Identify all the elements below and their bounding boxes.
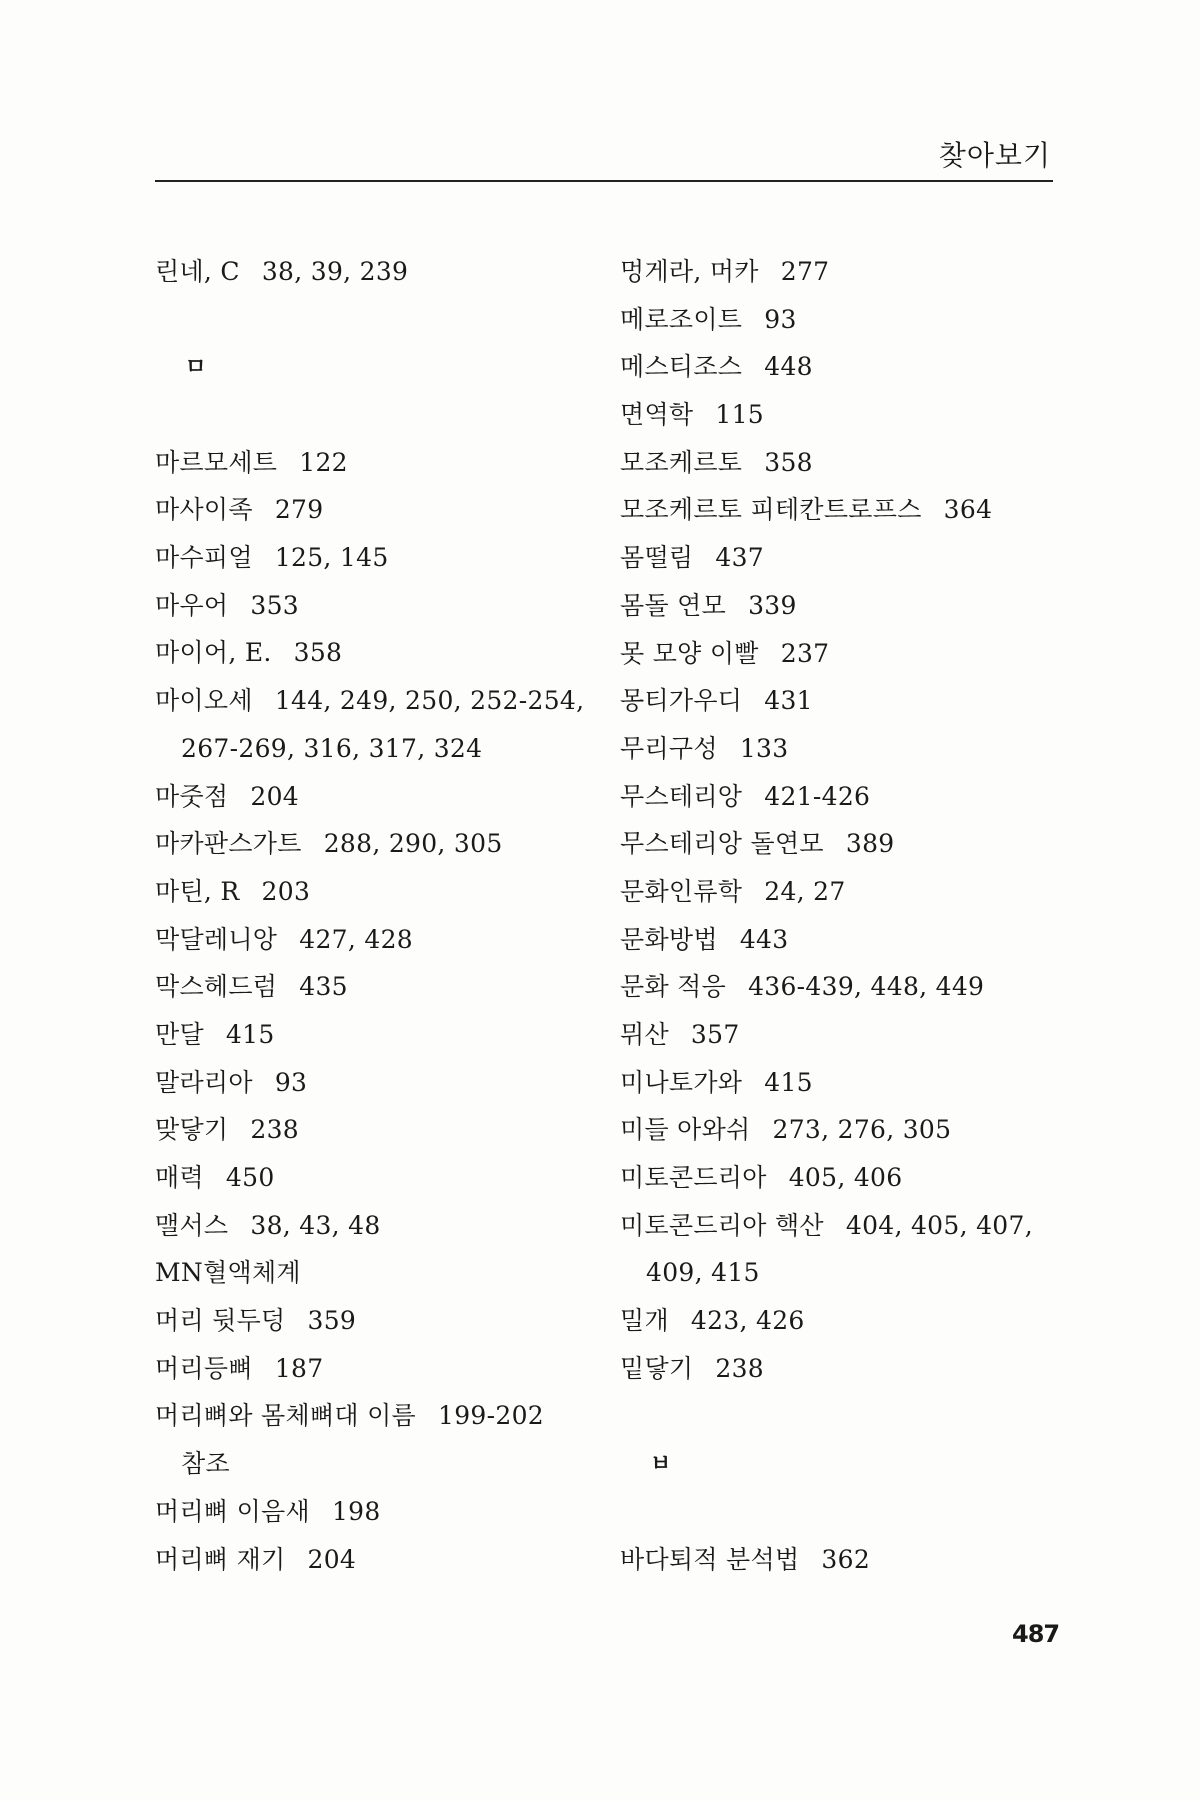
index-entry bbox=[155, 1488, 595, 1536]
index-entry bbox=[620, 1345, 1060, 1393]
index-entry bbox=[155, 677, 595, 725]
index-term: 몸떨림 bbox=[620, 543, 694, 573]
index-term: 면역학 bbox=[620, 400, 694, 430]
index-pages: 144, 249, 250, 252-254, bbox=[274, 686, 585, 716]
index-entry bbox=[620, 1202, 1060, 1250]
index-entry bbox=[620, 1536, 1060, 1584]
index-pages: 364 bbox=[943, 495, 993, 525]
index-pages: 415 bbox=[764, 1067, 813, 1097]
index-entry bbox=[155, 534, 595, 582]
index-column-left bbox=[155, 248, 595, 1583]
index-term: 마카판스가트 bbox=[155, 829, 302, 859]
index-entry bbox=[155, 1392, 595, 1440]
index-term: 뮈산 bbox=[620, 1020, 669, 1049]
index-term: 막스헤드럼 bbox=[155, 972, 278, 1002]
index-pages: 24, 27 bbox=[764, 876, 846, 906]
index-pages: 288, 290, 305 bbox=[323, 829, 503, 859]
index-entry bbox=[620, 534, 1060, 582]
index-term: 바다퇴적 분석법 bbox=[620, 1544, 800, 1574]
index-term: 만달 bbox=[155, 1019, 204, 1049]
index-pages: 359 bbox=[307, 1306, 357, 1336]
index-entry bbox=[620, 296, 1060, 344]
index-entry bbox=[620, 343, 1060, 391]
index-term: 무스테리앙 돌연모 bbox=[620, 829, 824, 859]
index-entry bbox=[620, 439, 1060, 487]
index-entry bbox=[155, 963, 595, 1011]
index-entry bbox=[620, 582, 1060, 630]
index-pages: 448 bbox=[764, 352, 813, 382]
index-entry bbox=[155, 1011, 595, 1059]
index-term: 머리 뒷두덩 bbox=[155, 1306, 286, 1336]
index-pages: 273, 276, 305 bbox=[772, 1115, 952, 1145]
index-pages: 238 bbox=[250, 1115, 299, 1145]
index-entry bbox=[620, 820, 1060, 868]
index-entry bbox=[155, 1059, 595, 1107]
index-pages: 357 bbox=[690, 1020, 740, 1049]
running-header bbox=[155, 130, 1053, 182]
index-entry bbox=[155, 1345, 595, 1393]
index-pages: 389 bbox=[845, 829, 895, 859]
index-pages: 38, 39, 239 bbox=[261, 257, 409, 286]
index-column-right bbox=[620, 248, 1060, 1583]
index-entry bbox=[155, 439, 595, 487]
index-entry bbox=[620, 248, 1060, 296]
index-term: 마틴, R bbox=[155, 876, 240, 906]
index-term: 린네, C bbox=[155, 257, 240, 286]
index-pages: 421-426 bbox=[764, 781, 871, 811]
index-entry bbox=[620, 677, 1060, 725]
index-pages: 115 bbox=[715, 400, 764, 430]
index-pages: 93 bbox=[764, 304, 797, 334]
index-pages: 133 bbox=[739, 733, 789, 763]
index-term: 멍게라, 머카 bbox=[620, 257, 759, 286]
index-term: 미토콘드리아 핵산 bbox=[620, 1210, 824, 1240]
index-pages: 187 bbox=[274, 1353, 324, 1383]
index-entry bbox=[620, 1059, 1060, 1107]
index-entry bbox=[620, 916, 1060, 964]
index-entry bbox=[155, 629, 595, 677]
index-entry bbox=[155, 916, 595, 964]
index-term: 머리뼈와 몸체뼈대 이름 bbox=[155, 1401, 416, 1431]
index-term: 밑닿기 bbox=[620, 1353, 694, 1383]
index-pages: 443 bbox=[739, 924, 789, 954]
index-pages: 122 bbox=[299, 447, 348, 477]
index-term: 몸돌 연모 bbox=[620, 590, 727, 620]
index-entry bbox=[620, 725, 1060, 773]
index-term: 메로조이트 bbox=[620, 304, 743, 334]
index-term: 마줏점 bbox=[155, 781, 229, 811]
index-pages: 358 bbox=[764, 447, 813, 477]
index-pages: 203 bbox=[261, 876, 311, 906]
section-heading: ㅁ bbox=[185, 354, 207, 380]
index-entry bbox=[155, 820, 595, 868]
index-entry bbox=[155, 248, 595, 296]
index-term: 밀개 bbox=[620, 1306, 669, 1336]
index-entry bbox=[620, 1106, 1060, 1154]
index-pages: 279 bbox=[274, 495, 324, 525]
index-pages: 423, 426 bbox=[690, 1306, 805, 1336]
index-term: 미들 아와쉬 bbox=[620, 1115, 751, 1145]
index-entry bbox=[620, 1154, 1060, 1202]
index-entry bbox=[620, 1297, 1060, 1345]
index-pages: 415 bbox=[225, 1019, 275, 1049]
index-pages: 437 bbox=[715, 543, 764, 573]
index-term: 문화 적응 bbox=[620, 972, 727, 1002]
index-pages: 362 bbox=[821, 1544, 871, 1574]
index-term: 무리구성 bbox=[620, 733, 718, 763]
index-entry bbox=[620, 1011, 1060, 1059]
index-entry bbox=[620, 773, 1060, 821]
section-heading: ㅂ bbox=[650, 1451, 672, 1477]
index-entry bbox=[155, 868, 595, 916]
index-entry bbox=[620, 391, 1060, 439]
index-term: 몽티가우디 bbox=[620, 686, 743, 716]
index-pages: 436-439, 448, 449 bbox=[748, 972, 985, 1002]
index-pages: 204 bbox=[250, 781, 299, 811]
index-term: 매력 bbox=[155, 1163, 204, 1192]
page-number: 487 bbox=[1012, 1620, 1060, 1648]
index-entry bbox=[620, 486, 1060, 534]
index-pages: 199-202 bbox=[438, 1401, 544, 1431]
index-term: 메스티조스 bbox=[620, 352, 743, 382]
index-entry bbox=[155, 486, 595, 534]
index-term: 머리뼈 이음새 bbox=[155, 1496, 310, 1526]
index-term: 맬서스 bbox=[155, 1210, 229, 1240]
index-pages: 125, 145 bbox=[274, 543, 389, 573]
index-entry bbox=[155, 1249, 595, 1297]
index-entry-continuation: 267-269, 316, 317, 324 bbox=[181, 733, 483, 763]
index-pages: 405, 406 bbox=[788, 1163, 903, 1193]
index-entry bbox=[155, 1202, 595, 1250]
index-entry bbox=[155, 1106, 595, 1154]
index-term: 머리뼈 재기 bbox=[155, 1544, 286, 1574]
index-term: 무스테리앙 bbox=[620, 781, 743, 811]
index-term: 마르모세트 bbox=[155, 447, 278, 477]
index-pages: 237 bbox=[780, 638, 830, 668]
index-entry bbox=[155, 1536, 595, 1584]
index-term: 마사이족 bbox=[155, 495, 253, 525]
index-entry-continuation: 409, 415 bbox=[646, 1258, 760, 1288]
header-title: 찾아보기 bbox=[938, 139, 1051, 172]
index-term: 마이오세 bbox=[155, 686, 253, 716]
index-pages: 431 bbox=[764, 686, 813, 716]
index-entry bbox=[620, 630, 1060, 678]
index-term: 모조케르토 피테칸트로프스 bbox=[620, 495, 922, 525]
index-pages: 93 bbox=[274, 1067, 308, 1097]
index-term: 모조케르토 bbox=[620, 447, 743, 477]
index-pages: 353 bbox=[250, 590, 299, 620]
index-entry bbox=[620, 963, 1060, 1011]
index-pages: 427, 428 bbox=[299, 924, 413, 954]
index-term: 마이어, E. bbox=[155, 638, 272, 668]
index-term: 머리등뼈 bbox=[155, 1353, 253, 1383]
index-pages: 435 bbox=[299, 972, 348, 1002]
index-pages: 204 bbox=[307, 1544, 357, 1574]
index-pages: 339 bbox=[748, 590, 797, 620]
index-pages: 198 bbox=[331, 1496, 381, 1526]
index-pages: 358 bbox=[293, 638, 343, 668]
index-entry-continuation: 참조 bbox=[181, 1449, 230, 1479]
index-term: 마우어 bbox=[155, 590, 229, 620]
index-entry bbox=[155, 1297, 595, 1345]
index-pages: 404, 405, 407, bbox=[845, 1210, 1033, 1240]
index-term: MN혈액체계 bbox=[155, 1258, 301, 1288]
index-entry bbox=[155, 773, 595, 821]
index-pages: 450 bbox=[225, 1163, 275, 1192]
index-term: 미나토가와 bbox=[620, 1067, 743, 1097]
index-pages: 277 bbox=[780, 257, 830, 286]
index-entry bbox=[155, 1154, 595, 1202]
index-term: 맞닿기 bbox=[155, 1115, 229, 1145]
index-entry bbox=[155, 582, 595, 630]
index-term: 막달레니앙 bbox=[155, 924, 278, 954]
index-pages: 238 bbox=[715, 1353, 764, 1383]
index-term: 말라리아 bbox=[155, 1067, 253, 1097]
index-term: 문화인류학 bbox=[620, 876, 743, 906]
index-term: 마수피얼 bbox=[155, 543, 253, 573]
index-term: 문화방법 bbox=[620, 924, 718, 954]
index-pages: 38, 43, 48 bbox=[250, 1210, 381, 1240]
index-term: 못 모양 이빨 bbox=[620, 638, 759, 668]
index-entry bbox=[620, 868, 1060, 916]
index-term: 미토콘드리아 bbox=[620, 1163, 767, 1193]
